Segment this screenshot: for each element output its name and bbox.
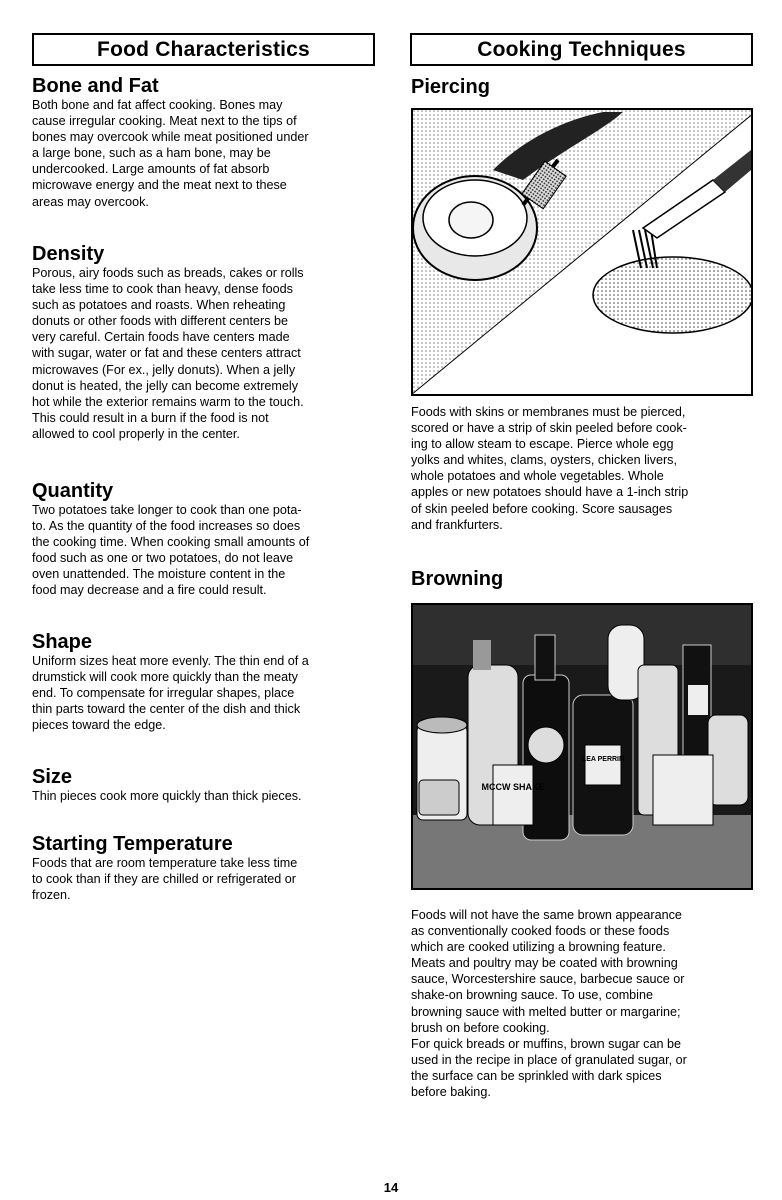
browning-illustration bbox=[411, 603, 753, 890]
section-browning-body-wrap bbox=[411, 907, 756, 1100]
jar-icon bbox=[708, 715, 748, 805]
section-heading: Browning bbox=[411, 568, 504, 590]
section-body: Foods will not have the same brown appearance as conventionally cooked foods or these foods which are cooked utilizing a browning feature. Meats and poultry may be coated with browning sauce, Worcestershire sauce, barbecue sauce or shake-on browning sauce. To use, combine browning sauce with melted butter or margarine; brush on before cooking. For quick breads or muffins, brown sugar can be used in the recipe in place of granulated sugar, or the surface can be sprinkled with dark spices before baking. bbox=[411, 908, 687, 1100]
section-density bbox=[32, 243, 377, 442]
food-characteristics-header: Food Characteristics bbox=[32, 33, 375, 66]
section-shape bbox=[32, 631, 377, 733]
section-heading: Size bbox=[32, 766, 73, 788]
section-browning-heading-wrap bbox=[411, 568, 756, 590]
page-number: 14 bbox=[383, 1180, 399, 1195]
cooking-techniques-header: Cooking Techniques bbox=[410, 33, 753, 66]
section-heading: Piercing bbox=[411, 76, 490, 98]
section-quantity bbox=[32, 480, 377, 599]
section-body: Porous, airy foods such as breads, cakes or rolls take less time to cook than heavy, dense foods such as potatoes and roasts. When reheating donuts or other foods with different centers be very careful. Certain foods have centers made with sugar, water or fat and these centers attract microwaves (For ex., jelly donuts). When a jelly donut is heated, the jelly can become extremely hot while the exterior remains warm to the touch. This could result in a burn if the food is not allowed to cool properly in the center. bbox=[32, 266, 304, 441]
section-body: Uniform sizes heat more evenly. The thin end of a drumstick will cook more quickly than the meaty end. To compensate for irregular shapes, place thin parts toward the center of the dish and thick pieces toward the edge. bbox=[32, 654, 309, 733]
potato-icon bbox=[593, 257, 751, 333]
section-heading: Bone and Fat bbox=[32, 75, 159, 97]
section-piercing-body-wrap bbox=[411, 404, 756, 533]
bottle-label: LEA PERRIN bbox=[581, 756, 625, 763]
section-heading: Shape bbox=[32, 631, 93, 653]
section-body: Foods with skins or membranes must be pierced, scored or have a strip of skin peeled before cook- ing to allow steam to escape. Pierce whole egg yolks and whites, clams, oysters, chicken livers, whole potatoes and whole vegetables. Whole apples or new potatoes should have a 1-inch strip of skin peeled before cooking. Score sausages and frankfurters. bbox=[411, 405, 689, 532]
section-body: Thin pieces cook more quickly than thick pieces. bbox=[32, 789, 302, 803]
section-piercing-heading-wrap bbox=[411, 76, 756, 98]
shaker-icon bbox=[493, 765, 533, 825]
section-heading: Starting Temperature bbox=[32, 833, 233, 855]
browning-drawing bbox=[413, 605, 751, 888]
section-body: Two potatoes take longer to cook than one pota- to. As the quantity of the food increases so does the cooking time. When cooking small amounts of food such as one or two potatoes, do not leave oven unattended. The moisture content in the food may decrease and a fire could result. bbox=[32, 503, 310, 598]
piercing-drawing bbox=[413, 110, 751, 394]
section-body: Foods that are room temperature take less time to cook than if they are chilled or refrigerated or frozen. bbox=[32, 856, 298, 903]
jar-icon bbox=[653, 755, 713, 825]
section-starting-temperature bbox=[32, 833, 377, 903]
egg-yolk-icon bbox=[449, 202, 493, 238]
bottle-label: MCCW SHAKE bbox=[481, 782, 545, 792]
section-heading: Density bbox=[32, 243, 105, 265]
section-size bbox=[32, 766, 377, 804]
section-bone-and-fat bbox=[32, 75, 377, 210]
section-heading: Quantity bbox=[32, 480, 114, 502]
section-body: Both bone and fat affect cooking. Bones may cause irregular cooking. Meat next to the tips of bones may overcook while meat positioned under a large bone, such as a ham bone, may be undercooked. Large amounts of fat absorb microwave energy and the meat next to these areas may overcook. bbox=[32, 98, 309, 209]
piercing-illustration bbox=[411, 108, 753, 396]
